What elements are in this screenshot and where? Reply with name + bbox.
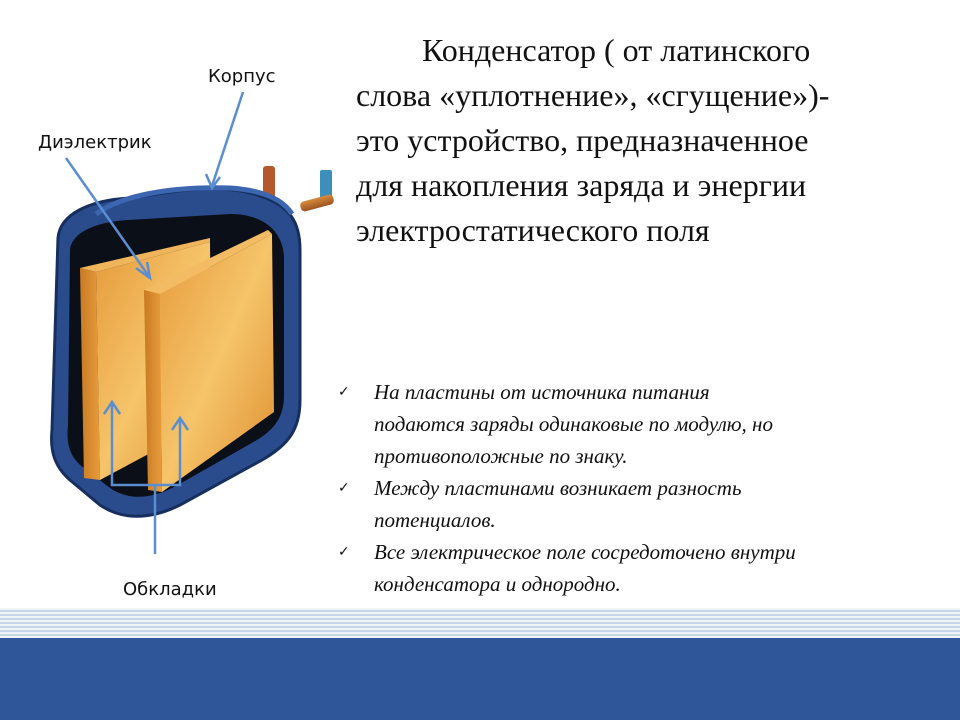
- bullet-line: противоположные по знаку.: [374, 444, 628, 468]
- capacitor-illustration: [0, 0, 340, 620]
- footer-stripes: [0, 608, 960, 638]
- label-dielectric: Диэлектрик: [38, 132, 152, 153]
- footer-band: [0, 638, 960, 720]
- bullet-item: [336, 472, 946, 536]
- bullet-list: [336, 376, 946, 600]
- definition-text: [356, 28, 916, 253]
- bullet-line: Между пластинами возникает разность: [374, 476, 742, 500]
- definition-line: для накопления заряда и энергии: [356, 167, 807, 203]
- definition-line: электростатического поля: [356, 212, 710, 248]
- checkmark-icon: ✓: [338, 384, 350, 400]
- bullet-line: конденсатора и однородно.: [374, 572, 621, 596]
- bullet-line: На пластины от источника питания: [374, 380, 710, 404]
- bullet-item: [336, 536, 946, 600]
- bullet-line: Все электрическое поле сосредоточено внутри: [374, 540, 796, 564]
- checkmark-icon: ✓: [338, 480, 350, 496]
- bullet-line: подаются заряды одинаковые по модулю, но: [374, 412, 773, 436]
- capacitor-drawing: [0, 0, 340, 620]
- bullet-line: потенциалов.: [374, 508, 496, 532]
- definition-line: Конденсатор ( от латинского: [422, 32, 811, 68]
- label-plates: Обкладки: [123, 579, 217, 600]
- definition-line: слова «уплотнение», «сгущение»)-: [356, 77, 830, 113]
- bullet-item: [336, 376, 946, 472]
- korpus-arrow: [206, 92, 243, 188]
- checkmark-icon: ✓: [338, 544, 350, 560]
- label-korpus: Корпус: [208, 66, 276, 87]
- definition-line: это устройство, предназначенное: [356, 122, 809, 158]
